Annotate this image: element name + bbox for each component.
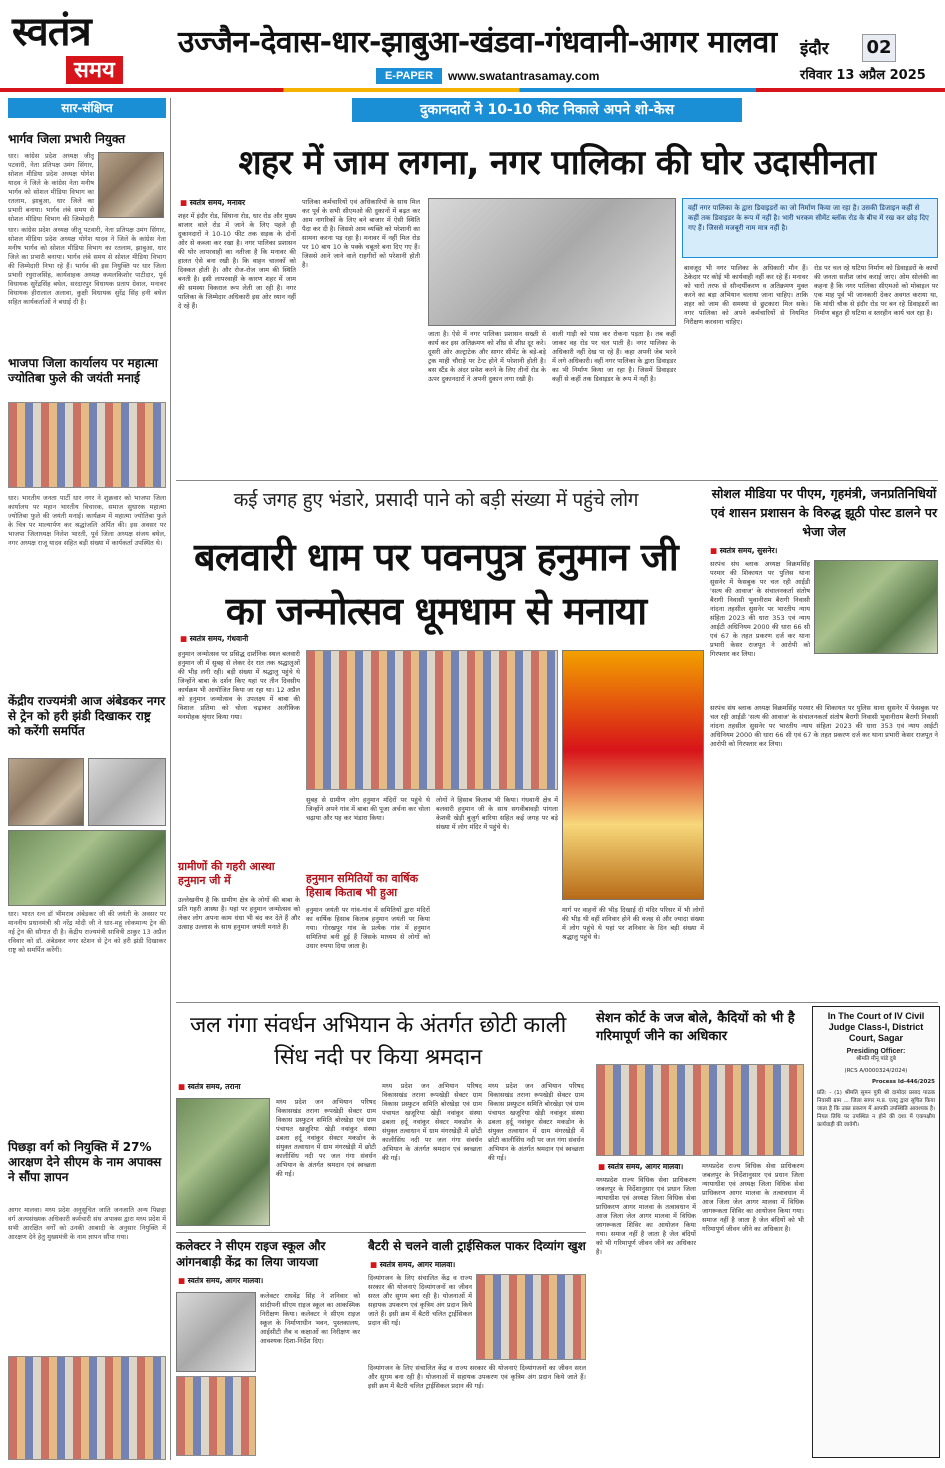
article-column: बावजूद भी नगर पालिका के अधिकारी मौन हैं। ठेकेदार पर कोई भी कार्यवाही नहीं कर रहे हैं। मनावर को चारों तरफ से सौन्दर्यीकरण व अतिक्रमण मुक्त करने का बड़ा अभियान चलाया जाना चाहिए। ताकि शहर को जाम की समस्या से छुटकारा मिल सके। नगर पालिका को अपने कर्मचारियों से नियमित निरीक्षण करवाना चाहिए। — [684, 264, 808, 326]
court-notice-heading: In The Court of IV Civil Judge Class-I, District Court, Sagar — [827, 1011, 925, 1043]
divider-photo — [428, 198, 676, 326]
logo-bottom-text: समय — [66, 56, 123, 84]
column-divider — [170, 98, 171, 1460]
story-headline[interactable]: बलवारी धाम पर पवनपुत्र हनुमान जी का जन्मोत्सव धूमधाम से मनाया — [194, 535, 678, 633]
edition-city: इंदौर — [800, 39, 829, 59]
epaper-label: E-PAPER — [376, 68, 442, 84]
story-body-continued: धार। कांग्रेस प्रदेश अध्यक्ष जीतू पटवारी, नेता प्रतिपक्ष उमंग सिंगार, सोशल मीडिया प्रदेश अध्यक्ष योगेश यादव ने जिले के कांग्रेस नेता मनीष भार्गव को सोशल मीडिया विभाग का रतलाम, झाबुआ, धार जिले का प्रभारी बनाया। भार्गव लंबे समय से सोशल मीडिया विभाग की जिम्मेदारी निभा रहे हैं। भार्गव की इस नियुक्ति पर धार जिला प्रभारी रघुराजसिंह, कार्यवाहक अध्यक्ष कमलकिशोर पाटीदार, पूर्व विधायक सुरेंद्रसिंह बघेल, सरदारपुर विधायक प्रताप ग्रेवाल, मनावर विधायक हीरालाल अलावा, कुक्षी विधायक सुरेंद्र सिंह हनी बघेल सहित कार्यकर्ताओं ने बधाई दी है। — [8, 226, 166, 306]
website-link[interactable]: www.swatantrasamay.com — [448, 69, 600, 83]
article-column: मध्य प्रदेश जन अभियान परिषद विकासखंड तराना रूपखेड़ी सेक्टर ग्राम विकास प्रस्फुटन समिति बोरखेड़ा एवं ग्राम पंचायत खजूरिया खेड़ी नवांकुर संस्था ढबला हर्दू नवांकुर सेक्टर मकडोन के संयुक्त तत्वाधान में ग्राम मंगरखेड़ी में छोटी कालीसिंध नदी पर जल गंगा संवर्धन अभियान के अंतर्गत श्रमदान एवं स्वच्छता की गई। — [488, 1082, 584, 1162]
presiding-officer-name: श्रीमति मीनू पांडे दुबे — [856, 1056, 896, 1062]
lead-headline[interactable]: शहर में जाम लगना, नगर पालिका की घोर उदासीनता — [238, 143, 876, 183]
article-column: हनुमान जन्मोत्सव पर प्रसिद्ध दार्शनिक स्थल बलवारी हनुमान जी में सुबह से लेकर देर रात तक श्रद्धालुओं की भीड़ लगी रही। बड़ी संख्या में श्रद्धालु पहुंचे थे जिन्होंने बाबा के दर्शन किए यहां पर तीन दिवसीय कार्यक्रम भी आयोजित किया जा रहा था। 12 अप्रैल को हनुमान जन्मोत्सव के उपलक्ष्य में बाबा की विशाल प्रतिमा को चोला चढ़ाकर अलौकिक मनमोहक श्रृंगार किया गया। — [178, 650, 300, 721]
article-column: सुबह से ग्रामीण लोग हनुमान मंदिरों पर पहुंचे थे जिन्होंने अपने गांव में बाबा की पूजा अर्चना कर चोला चढ़ाया और यह कर भंडारा किया। — [306, 796, 430, 822]
memorandum-photo — [8, 1356, 166, 1460]
story-headline[interactable]: सेशन कोर्ट के जज बोले, कैदियों को भी है गरिमापूर्ण जीने का अधिकार — [596, 1011, 795, 1044]
page-number: 02 — [862, 34, 896, 62]
tricycle-photo — [476, 1274, 586, 1360]
case-reference: (RCS A/0000324/2024) — [844, 1068, 908, 1074]
school-photo — [176, 1292, 256, 1372]
kicker-strip: दुकानदारों ने 10-10 फीट निकाले अपने शो-केस — [352, 98, 742, 122]
section-tag: सार-संक्षिप्त — [8, 98, 166, 118]
article-column: मध्य प्रदेश जन अभियान परिषद विकासखंड तराना रूपखेड़ी सेक्टर ग्राम विकास प्रस्फुटन समिति बोरखेड़ा एवं ग्राम पंचायत खजूरिया खेड़ी नवांकुर संस्था ढबला हर्दू नवांकुर सेक्टर मकडोन के संयुक्त तत्वाधान में ग्राम मंगरखेड़ी में छोटी कालीसिंध नदी पर जल गंगा संवर्धन अभियान के अंतर्गत श्रमदान एवं स्वच्छता की गई। — [276, 1098, 376, 1178]
story-body: धार। भारत रत्न डॉ भीमराव अंबेडकर जी की जयंती के अवसर पर माननीय प्रधानमंत्री श्री नरेंद्र मोदी जी ने धार-महू लोकमान्य ट्रेन की नई ट्रेन की सौगात दी है। केंद्रीय राज्यमंत्री सावित्री ठाकुर 13 अप्रैल रविवार को डॉ. अंबेडकर नगर स्टेशन से ट्रेन को हरी झंडी दिखाकर राष्ट्र को समर्पित करेंगी। — [8, 910, 166, 954]
article-column: मध्यप्रदेश राज्य विधिक सेवा प्राधिकरण जबलपुर के निर्देशानुसार एवं प्रधान जिला न्यायाधीश एवं अध्यक्ष जिला विधिक सेवा प्राधिकरण आगर मालवा के तत्वावधान में आज जिला जेल आगर मालवा में विधिक जागरूकता शिविर का आयोजन किया गया। समाज नहीं है जाता है जेल बंदियों को भी गरिमापूर्ण जीवन जीने का अधिकार है। — [702, 1162, 804, 1233]
story-headline[interactable]: भाजपा जिला कार्यालय पर महात्मा ज्योतिबा फुले की जयंती मनाई — [8, 356, 158, 385]
masthead-divider — [0, 88, 945, 92]
article-column: हनुमान जयंती पर गांव-गांव में समितियों द्वारा मंदिरों का वार्षिक हिसाब किताब हनुमान जयंती पर किया गया। गोरखपुर गांव के प्रत्येक गांव में हनुमान समितियां बनी हुई हैं जिसके माध्यम से लोगों को उधार रुपया दिया जाता है। — [306, 906, 430, 950]
article-column: जाता है। ऐसे में नगर पालिका प्रशासन सख्ती से कार्य कर इस अतिक्रमण को शीघ्र से शीघ्र दूर करे। दूसरी ओर अल्ट्राटेक और सागर सीमेंट के बड़े-बड़े ट्रक माही चौराहे पर टेन्ट होने में परेशानी होती है। बस स्टैंड के अंदर प्रवेश करने के लिए तीनों रोड के ऊपर दुकानदारों ने अपनी दुकान लगा रखी है। — [428, 330, 546, 383]
left-news-column — [8, 98, 166, 1460]
article-column-continued: दिव्यांगजन के लिए संचालित केंद्र व राज्य सरकार की योजनाएं दिव्यांगजनों का जीवन सरल और सुगम बना रही है। योजनाओं में सहायक उपकरण एवं कृत्रिम अंग प्रदान किये जाते हैं। इसी क्रम में बैटरी चलित ट्राईसिकल प्रदान की गई। — [368, 1364, 586, 1390]
byline: ■ स्वतंत्र समय, आगर मालवा। — [598, 1162, 683, 1172]
section-divider — [176, 480, 938, 481]
byline: ■ स्वतंत्र समय, सुसनेर। — [710, 546, 777, 556]
article-column: उल्लेखनीय है कि ग्रामीण क्षेत्र के लोगों की बाबा के प्रति गहरी आस्था है। यहां पर हनुमान जन्मोत्सव को लेकर लोग अपना काम धंधा भी बंद कर देते हैं और उत्साह उल्लास के साथ हनुमान जयंती मनाते हैं। — [178, 896, 300, 931]
edition-title: उज्जैन-देवास-धार-झाबुआ-खंडवा-गंधवानी-आगर मालवा — [178, 25, 777, 60]
byline: ■ स्वतंत्र समय, मनावर — [180, 198, 245, 208]
logo-top-text: स्वतंत्र — [12, 8, 91, 55]
story-headline[interactable]: पिछड़ा वर्ग को नियुक्ति में 27% आरक्षण देने सीएम के नाम अपाक्स ने सौंपा ज्ञापन — [8, 1140, 162, 1184]
article-column: कलेक्टर राघवेंद्र सिंह ने शनिवार को सांदीपनी सीएम राइज स्कूल का आकस्मिक निरीक्षण किया। कलेक्टर ने सीएम राइज स्कूल के निर्माणाधीन भवन, पुस्तकालय, आईसीटी लैब व कक्षाओं का निरीक्षण कर आवश्यक दिशा-निर्देश दिए। — [260, 1292, 360, 1345]
bhandara-photo — [306, 650, 558, 790]
anganwadi-photo — [176, 1376, 256, 1456]
article-column: मध्यप्रदेश राज्य विधिक सेवा प्राधिकरण जबलपुर के निर्देशानुसार एवं प्रधान जिला न्यायाधीश एवं अध्यक्ष जिला विधिक सेवा प्राधिकरण आगर मालवा के तत्वावधान में आज जिला जेल आगर मालवा में विधिक जागरूकता शिविर का आयोजन किया गया। समाज नहीं है जाता है जेल बंदियों को भी गरिमापूर्ण जीवन जीने का अधिकार है। — [596, 1176, 696, 1256]
riverbed-photo — [176, 1098, 270, 1226]
article-column: दिव्यांगजन के लिए संचालित केंद्र व राज्य सरकार की योजनाएं दिव्यांगजनों का जीवन सरल और सुगम बना रही है। योजनाओं में सहायक उपकरण एवं कृत्रिम अंग प्रदान किये जाते हैं। इसी क्रम में बैटरी चलित ट्राईसिकल प्रदान की गई। — [368, 1274, 472, 1327]
story-body: आगर मालवा। मध्य प्रदेश अनुसूचित जाति जनजाति अन्य पिछड़ा वर्ग अल्पसंख्यक अधिकारी कर्मचारी संघ अपाक्स द्वारा मध्य प्रदेश में सभी आरक्षित वर्गों को उनकी आबादी के अनुसार नियुक्ति में आरक्षण देने हेतु मुख्यमंत्री के नाम ज्ञापन सौंपा गया। — [8, 1206, 166, 1241]
byline: ■ स्वतंत्र समय, आगर मालवा। — [178, 1276, 263, 1286]
hanuman-idol-photo — [562, 650, 704, 900]
court-notice-body: प्रति: - (1) श्रीमति सुमन पुत्री श्री दामोदर प्रसाद पाठक निवासी ग्राम ... जिला सागर म.प्र. एतद् द्वारा सूचित किया जाता है कि उक्त प्रकरण में आपकी उपस्थिति आवश्यक है। नियत तिथि पर उपस्थित न होने की दशा में एकपक्षीय कार्यवाही की जावेगी। — [817, 1090, 935, 1128]
accused-photo — [814, 560, 938, 654]
portrait-photo — [98, 152, 164, 218]
section-divider — [176, 1232, 586, 1233]
court-notice — [812, 1006, 940, 1458]
process-id: Process Id-446/2025 — [871, 1079, 935, 1085]
article-column: रोड पर चल रहे घटिया निर्माण को डिवाइडरों के कार्यों की जनता सतीश जांच कराई जाए। ओम सोलंकी का कहना है कि नगर पालिका सीएमओ को मोबाइल पर एक माह पूर्व भी जानकारी देकर अवगत कराया था, कि मांधी चौक से इंदौर रोड पर बन रहे डिवाइडरों का निर्माण बहुत ही घटिया व स्तरहीन कार्य चल रहा है। — [814, 264, 938, 317]
sub-heading: हनुमान समितियों का वार्षिक हिसाब किताब भी हुआ — [306, 872, 419, 899]
story-headline[interactable]: सोशल मीडिया पर पीएम, गृहमंत्री, जनप्रतिनिधियों एवं शासन प्रशासन के विरुद्ध झूठी पोस्ट डालने पर भेजा जेल — [710, 486, 938, 539]
article-column: लोगों ने हिसाब किताब भी किया। गंधवानी क्षेत्र में बलवारी हनुमान जी के साथ सगवीबावड़ी पांगला केशवी खेड़ी बुजुर्ग बारिया सहित कई जगह पर बड़े संख्या में लोग मंदिर में पहुंचे थे। — [436, 796, 558, 831]
story-headline[interactable]: केंद्रीय राज्यमंत्री आज अंबेडकर नगर से ट्रेन को हरी झंडी दिखाकर राष्ट्र को करेंगी समर्पित — [8, 694, 166, 738]
section-divider — [176, 1002, 938, 1003]
story-deck: कई जगह हुए भंडारे, प्रसादी पाने को बड़ी संख्या में पहुंचे लोग — [233, 489, 639, 511]
story-headline[interactable]: बैटरी से चलने वाली ट्राईसिकल पाकर दिव्यांग खुश — [368, 1239, 586, 1253]
presiding-officer-label: Presiding Officer: — [846, 1048, 906, 1055]
story-body: धार। भारतीय जनता पार्टी धार नगर ने शुक्रवार को भाजपा जिला कार्यालय पर महान भारतीय विचारक, समाज सुधारक महात्मा ज्योतिबा फुले की जयंती मनाई। कार्यक्रम में महात्मा ज्योतिबा फुले के चित्र पर माल्यार्पण कर श्रद्धांजलि अर्पित की। इस अवसर पर भाजपा जिलाध्यक्ष निलेश भारती, पूर्व जिला अध्यक्ष संजय बघेल, नगर अध्यक्ष राजू यादव सहित बड़ी संख्या में कार्यकर्ता उपस्थित थे। — [8, 494, 166, 547]
epaper-band — [0, 68, 945, 84]
article-column: पालिका कर्मचारियों एवं अधिकारियों के साथ मिल कर पूर्व के सभी सीएमओ की दुकानों में बढ़त कर आम नागरिकों के लिए बने बाजार में ऐसी स्थिति पैदा कर दी है। जिससे आम व्यक्ति को परेशानी का सामना करना पड़ रहा है। मनावर में नहीं मिल रोड पर 10 बाय 10 के पक्के चबूतरे बना दिए गए हैं। जिससे आने जाने वाले राहगीरों को परेशानी होती है। — [302, 198, 420, 269]
article-column: मध्य प्रदेश जन अभियान परिषद विकासखंड तराना रूपखेड़ी सेक्टर ग्राम विकास प्रस्फुटन समिति बोरखेड़ा एवं ग्राम पंचायत खजूरिया खेड़ी नवांकुर संस्था ढबला हर्दू नवांकुर सेक्टर मकडोन के संयुक्त तत्वाधान में ग्राम मंगरखेड़ी में छोटी कालीसिंध नदी पर जल गंगा संवर्धन अभियान के अंतर्गत श्रमदान एवं स्वच्छता की गई। — [382, 1082, 482, 1162]
minister-photo — [8, 758, 84, 826]
story-body: धार। कांग्रेस प्रदेश अध्यक्ष जीतू पटवारी, नेता प्रतिपक्ष उमंग सिंगार, सोशल मीडिया प्रदेश अध्यक्ष योगेश यादव ने जिले के कांग्रेस नेता मनीष भार्गव को सोशल मीडिया विभाग का रतलाम, झाबुआ, धार जिले का प्रभारी बनाया। भार्गव लंबे समय से सोशल मीडिया विभाग की जिम्मेदारी — [8, 152, 94, 222]
issue-date: रविवार 13 अप्रैल 2025 — [800, 68, 926, 83]
byline: ■ स्वतंत्र समय, तराना — [178, 1082, 241, 1092]
article-column: सरपंच संघ ब्लाक अध्यक्ष विक्रमसिंह परमार की शिकायत पर पुलिस थाना सुसनेर में फेसबुक पर चल रही आईडी 'सत्य की आवाज' के संचालनकर्ता संतोष बैरागी निवासी भुवानीराम बैरागी निवासी नांदना तहसील सुसनेर पर भारतीय न्याय संहिता 2023 की धारा 353 एवं न्याय आईटी अधिनियम 2000 की धारा 66 सी एवं 67 के तहत प्रकरण दर्ज कर थाना प्रभारी केसर राजपूत ने आरोपी को गिरफ्तार कर लिया। — [710, 560, 810, 658]
article-column: वाली गाड़ी को पास कर रोकना पड़ता है। तब कहीं जाकर वह रोड पर चल पाती है। नगर पालिका के अधिकारी नहीं देख पा रहे हैं। कहा अपनी जेब भरने में लगे अधिकारी। वहीं नगर पालिका के द्वारा डिवाइडर का भी निर्माण किया जा रहा है। जिसमें डिवाइडर कहीं से कहीं तक डिवाइडर के रूप में नहीं है। — [552, 330, 676, 383]
article-column: शहर में इंदौर रोड, सिंघाना रोड, धार रोड और मुख्य बाजार वाले रोड में जाने के लिए पहले ही दुकानदारों ने 10-10 फीट तक सड़क के दोनों ओर से कब्जा कर रखा है। नगर पालिका प्रशासन की घोर लापरवाही का नतीजा है कि मनावर की हालत ऐसे बना रखी है। कि वाहन चालकों को दिक्कत होती है। और रोज-रोज जाम की स्थिति बनती है। इसी लापरवाही के कारण शहर में जाम की समस्या विकराल रूप लेती जा रही है। नगर पालिका के जिम्मेदार अधिकारी इस ओर ध्यान नहीं दे रहे हैं। — [178, 212, 296, 310]
story-headline[interactable]: जल गंगा संवर्धन अभियान के अंतर्गत छोटी काली सिंध नदी पर किया श्रमदान — [189, 1013, 567, 1070]
ceremony-photo — [8, 830, 166, 906]
masthead — [0, 0, 945, 92]
article-column: मार्ग पर वाहनों की भीड़ दिखाई दी मंदिर परिसर में भी लोगों की भीड़ थी वहीं शनिवार होने की वजह से और ज्यादा संख्या में लोग पहुंचे थे यहां पर शनिवार के दिन बड़ी संख्या में श्रद्धालु पहुंचे थे। — [562, 906, 704, 941]
story-headline[interactable]: भार्गव जिला प्रभारी नियुक्त — [8, 132, 126, 146]
event-photo — [8, 402, 166, 488]
sub-heading: ग्रामीणों की गहरी आस्था हनुमान जी में — [178, 860, 275, 887]
article-column-continued: सरपंच संघ ब्लाक अध्यक्ष विक्रमसिंह परमार की शिकायत पर पुलिस थाना सुसनेर में फेसबुक पर चल रही आईडी 'सत्य की आवाज' के संचालनकर्ता संतोष बैरागी निवासी भुवानीराम बैरागी निवासी नांदना तहसील सुसनेर पर भारतीय न्याय संहिता 2023 की धारा 353 एवं न्याय आईटी अधिनियम 2000 की धारा 66 सी एवं 67 के तहत प्रकरण दर्ज कर थाना प्रभारी केसर राजपूत ने आरोपी को गिरफ्तार कर लिया। — [710, 704, 938, 748]
jail-camp-photo — [596, 1064, 804, 1156]
story-headline[interactable]: कलेक्टर ने सीएम राइज स्कूल और आंगनबाड़ी केंद्र का लिया जायजा — [176, 1239, 326, 1269]
train-photo — [88, 758, 166, 826]
byline: ■ स्वतंत्र समय, आगर मालवा। — [370, 1260, 455, 1270]
highlight-box: वहीं नगर पालिका के द्वारा डिवाइडरों का जो निर्माण किया जा रहा है। उसकी डिजाइन कहीं से कहीं तक डिवाइडर के रूप में नहीं है। भारी भरकम सीमेंट ब्लॉक रोड के बीच में रख कर छोड़ दिए गए हैं। जिससे मजबूरी नाम मात्र नहीं है। — [682, 198, 938, 258]
byline: ■ स्वतंत्र समय, गंधवानी — [180, 634, 248, 644]
